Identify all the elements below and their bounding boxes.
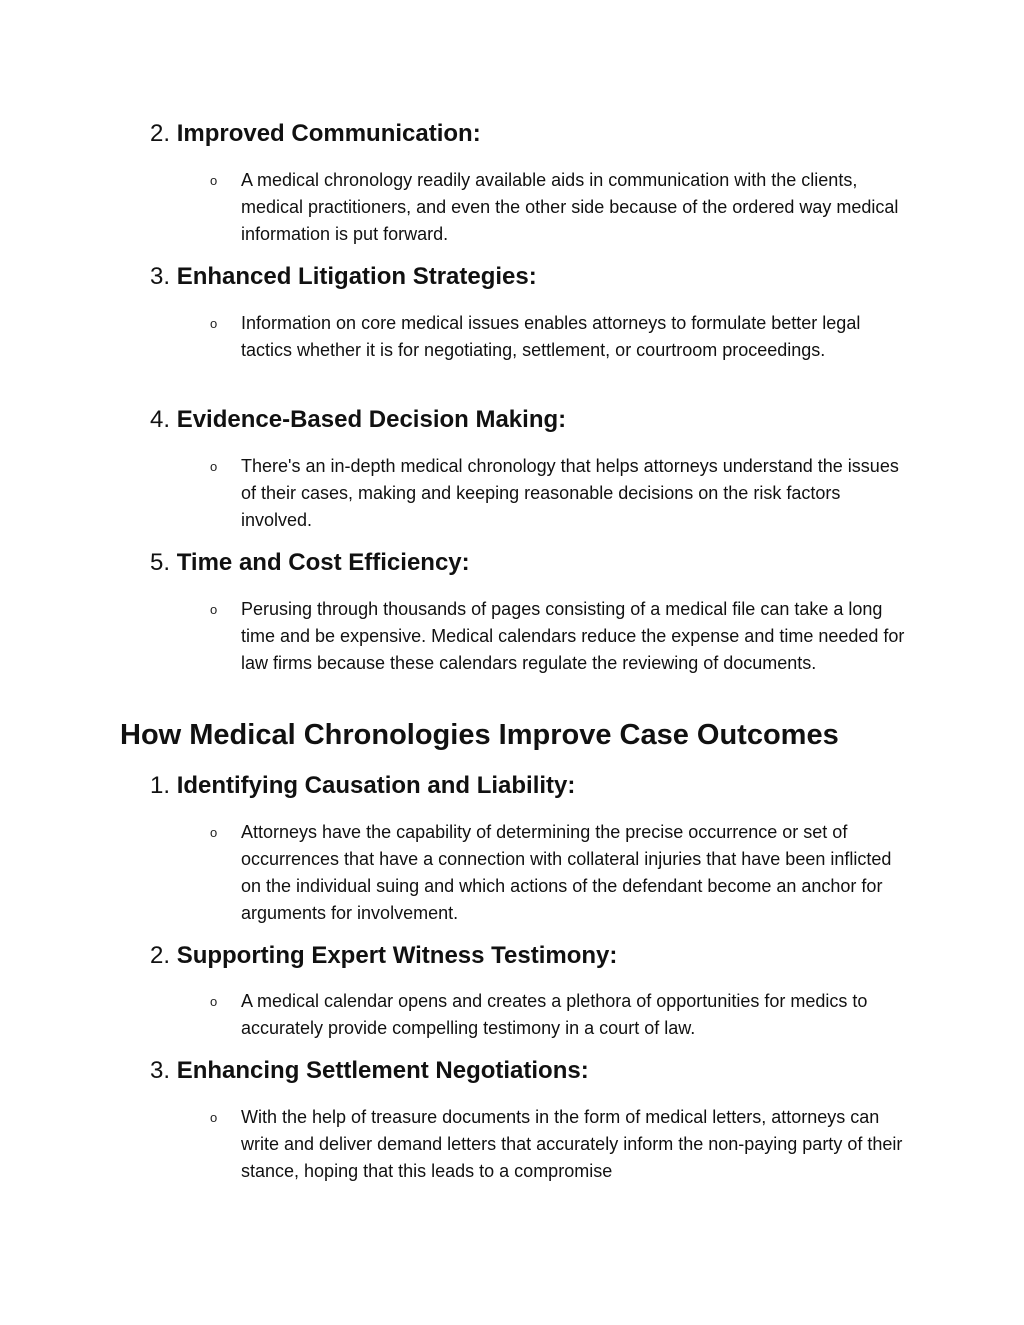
bullet-text: Information on core medical issues enables attorneys to formulate better legal tactics whether it is for negotiating, settlement, or courtroom proceedings. xyxy=(241,313,861,360)
list-item-heading xyxy=(150,941,617,971)
bullet-marker: o xyxy=(210,825,218,840)
bullet-text: A medical calendar opens and creates a plethora of opportunities for medics to accurately provide compelling testimony in a court of law. xyxy=(241,991,868,1038)
item-number: 1. xyxy=(150,772,171,799)
item-title: Evidence-Based Decision Making: xyxy=(176,406,567,433)
list-item-heading xyxy=(150,771,575,801)
bullet-marker: o xyxy=(210,1110,218,1125)
item-number: 3. xyxy=(150,263,171,290)
bullet-marker: o xyxy=(210,173,218,188)
item-title: Supporting Expert Witness Testimony: xyxy=(176,942,618,969)
bullet-text: Attorneys have the capability of determining the precise occurrence or set of occurrences that have a connection with collateral injuries that have been inflicted on the individual suing and which actions of the defendant become an anchor for arguments for involvement. xyxy=(241,822,892,923)
bullet-marker: o xyxy=(210,459,218,474)
bullet-marker: o xyxy=(210,994,218,1009)
item-number: 2. xyxy=(150,120,171,147)
section-heading: How Medical Chronologies Improve Case Outcomes xyxy=(120,719,839,751)
bullet-text: With the help of treasure documents in the form of medical letters, attorneys can write and deliver demand letters that accurately inform the non-paying party of their stance, hoping that this leads to a compromise xyxy=(241,1107,903,1181)
item-number: 5. xyxy=(150,549,171,576)
bullet-marker: o xyxy=(210,602,218,617)
item-number: 2. xyxy=(150,942,171,969)
item-number: 4. xyxy=(150,406,171,433)
list-item-heading xyxy=(150,405,566,435)
bullet-text: Perusing through thousands of pages consisting of a medical file can take a long time and be expensive. Medical calendars reduce the expense and time needed for law firms because these calendars regulate the reviewing of documents. xyxy=(241,599,905,673)
bullet-text: There's an in-depth medical chronology that helps attorneys understand the issues of their cases, making and keeping reasonable decisions on the risk factors involved. xyxy=(241,456,899,530)
item-title: Improved Communication: xyxy=(176,120,481,147)
item-title: Enhanced Litigation Strategies: xyxy=(176,263,537,290)
list-item-heading xyxy=(150,119,481,149)
list-item-heading xyxy=(150,1056,589,1086)
list-item-heading xyxy=(150,262,537,292)
item-title: Enhancing Settlement Negotiations: xyxy=(176,1057,589,1084)
item-title: Time and Cost Efficiency: xyxy=(176,549,470,576)
item-title: Identifying Causation and Liability: xyxy=(176,772,576,799)
bullet-text: A medical chronology readily available aids in communication with the clients, medical practitioners, and even the other side because of the ordered way medical information is put forward. xyxy=(241,170,899,244)
item-number: 3. xyxy=(150,1057,171,1084)
bullet-marker: o xyxy=(210,316,218,331)
list-item-heading xyxy=(150,548,470,578)
